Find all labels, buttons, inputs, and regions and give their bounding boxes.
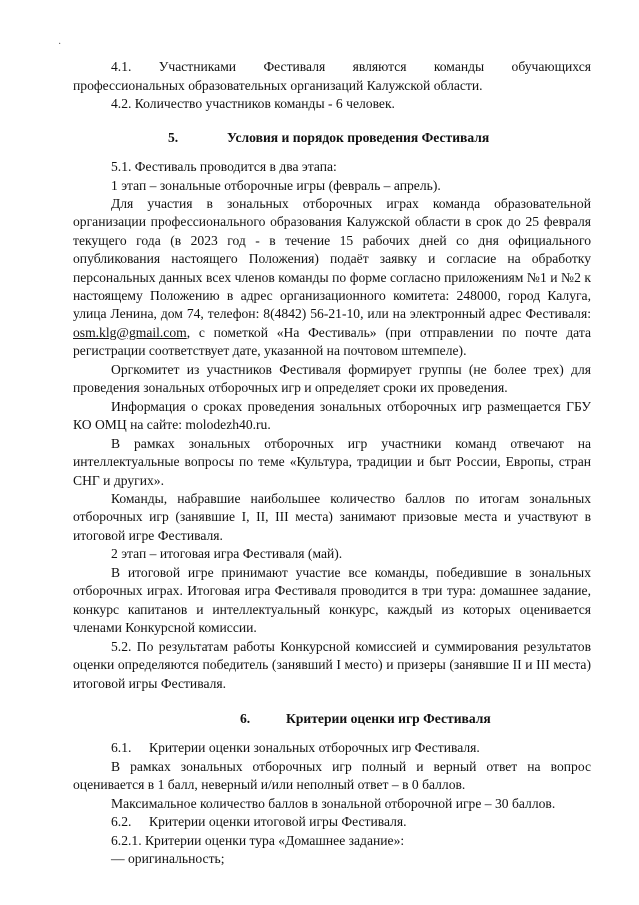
section-6-heading (240, 710, 491, 728)
para-5-final: В итоговой игре принимают участие все команды, победившие в зональных отборочных играх. Итоговая игра Фестиваля проводится в три тура: домашнее задание, конкурс капитанов и интеллектуальный конкурс, каждый из которых оценивается членами Конкурсной комиссии. (73, 565, 591, 636)
section-title: Условия и порядок проведения Фестиваля (227, 130, 490, 145)
para-5-1: 5.1. Фестиваль проводится в два этапа: (111, 159, 337, 174)
para-4-1-line2: профессиональных образовательных организаций Калужской области. (73, 78, 483, 93)
word: обучающихся (511, 59, 591, 74)
word: являются (352, 59, 407, 74)
para-5-winners: Команды, набравшие наибольшее количество баллов по итогам зональных отборочных игр (занявшие I, II, III места) занимают призовые места и участвуют в итоговой игре Фестиваля. (73, 491, 591, 543)
para-4-1-line1 (111, 58, 591, 76)
criteria-list-item: — оригинальность; (111, 851, 225, 866)
scan-mark: · (58, 39, 62, 50)
para-6-2-1: 6.2.1. Критерии оценки тура «Домашнее задание»: (111, 833, 405, 848)
para-5-groups: Оргкомитет из участников Фестиваля формирует группы (не более трех) для проведения зональных отборочных игр и определяет сроки их проведения. (73, 362, 591, 396)
section-number: 5. (168, 130, 179, 145)
section-number: 6. (240, 711, 251, 726)
item-text: Критерии оценки итоговой игры Фестиваля. (149, 814, 407, 829)
para-6-max: Максимальное количество баллов в зональной отборочной игре – 30 баллов. (111, 796, 556, 811)
item-text: Критерии оценки зональных отборочных игр Фестиваля. (149, 740, 480, 755)
word: Участниками (158, 59, 237, 74)
item-number: 6.2. (111, 814, 132, 829)
para-5-stage1: 1 этап – зональные отборочные игры (февраль – апрель). (111, 178, 441, 193)
word: команды (433, 59, 485, 74)
para-5-stage2: 2 этап – итоговая игра Фестиваля (май). (111, 546, 343, 561)
word: Фестиваля (263, 59, 326, 74)
para-5-application (73, 195, 591, 361)
section-5-heading (168, 129, 489, 147)
application-text-end: , с пометкой «На Фестиваль» (при отправлении по почте дата регистрации соответствует дате, указанной на почтовом штемпеле). (73, 324, 591, 359)
para-6-2 (73, 813, 629, 831)
para-6-1 (73, 739, 629, 757)
word: 4.1. (111, 59, 132, 74)
application-text: Для участия в зональных отборочных играх команда образовательной организации профессионального образования Калужской области в срок до 25 февраля текущего года (в 2023 год - в течение 15 рабочих дней со дня официального опубликования настоящего Положения) подаёт заявку и согласие на обработку персональных данных всех членов команды по форме согласно приложениям №1 и №2 к настоящему Положению в адрес организационного комитета: 248000, город Калуга, улица Ленина, дом 74, телефон: 8(4842) 56-21-10, или на электронный адрес Фестиваля: (73, 196, 591, 322)
para-4-2: 4.2. Количество участников команды - 6 человек. (111, 96, 395, 111)
para-6-scoring: В рамках зональных отборочных игр полный и верный ответ на вопрос оценивается в 1 балл, неверный и/или неполный ответ – в 0 баллов. (73, 759, 591, 793)
email-link[interactable]: osm.klg@gmail.com (73, 324, 187, 340)
para-5-questions: В рамках зональных отборочных игр участники команд отвечают на интеллектуальные вопросы по теме «Культура, традиции и быт России, Европы, стран СНГ и других». (73, 436, 591, 488)
item-number: 6.1. (111, 740, 132, 755)
para-5-2: 5.2. По результатам работы Конкурсной комиссией и суммирования результатов оценки определяются победитель (занявший I место) и призеры (занявшие II и III места) итоговой игры Фестиваля. (73, 639, 591, 691)
section-title: Критерии оценки игр Фестиваля (286, 711, 491, 726)
para-5-info: Информация о сроках проведения зональных отборочных игр размещается ГБУ КО ОМЦ на сайте: molodezh40.ru. (73, 399, 591, 433)
